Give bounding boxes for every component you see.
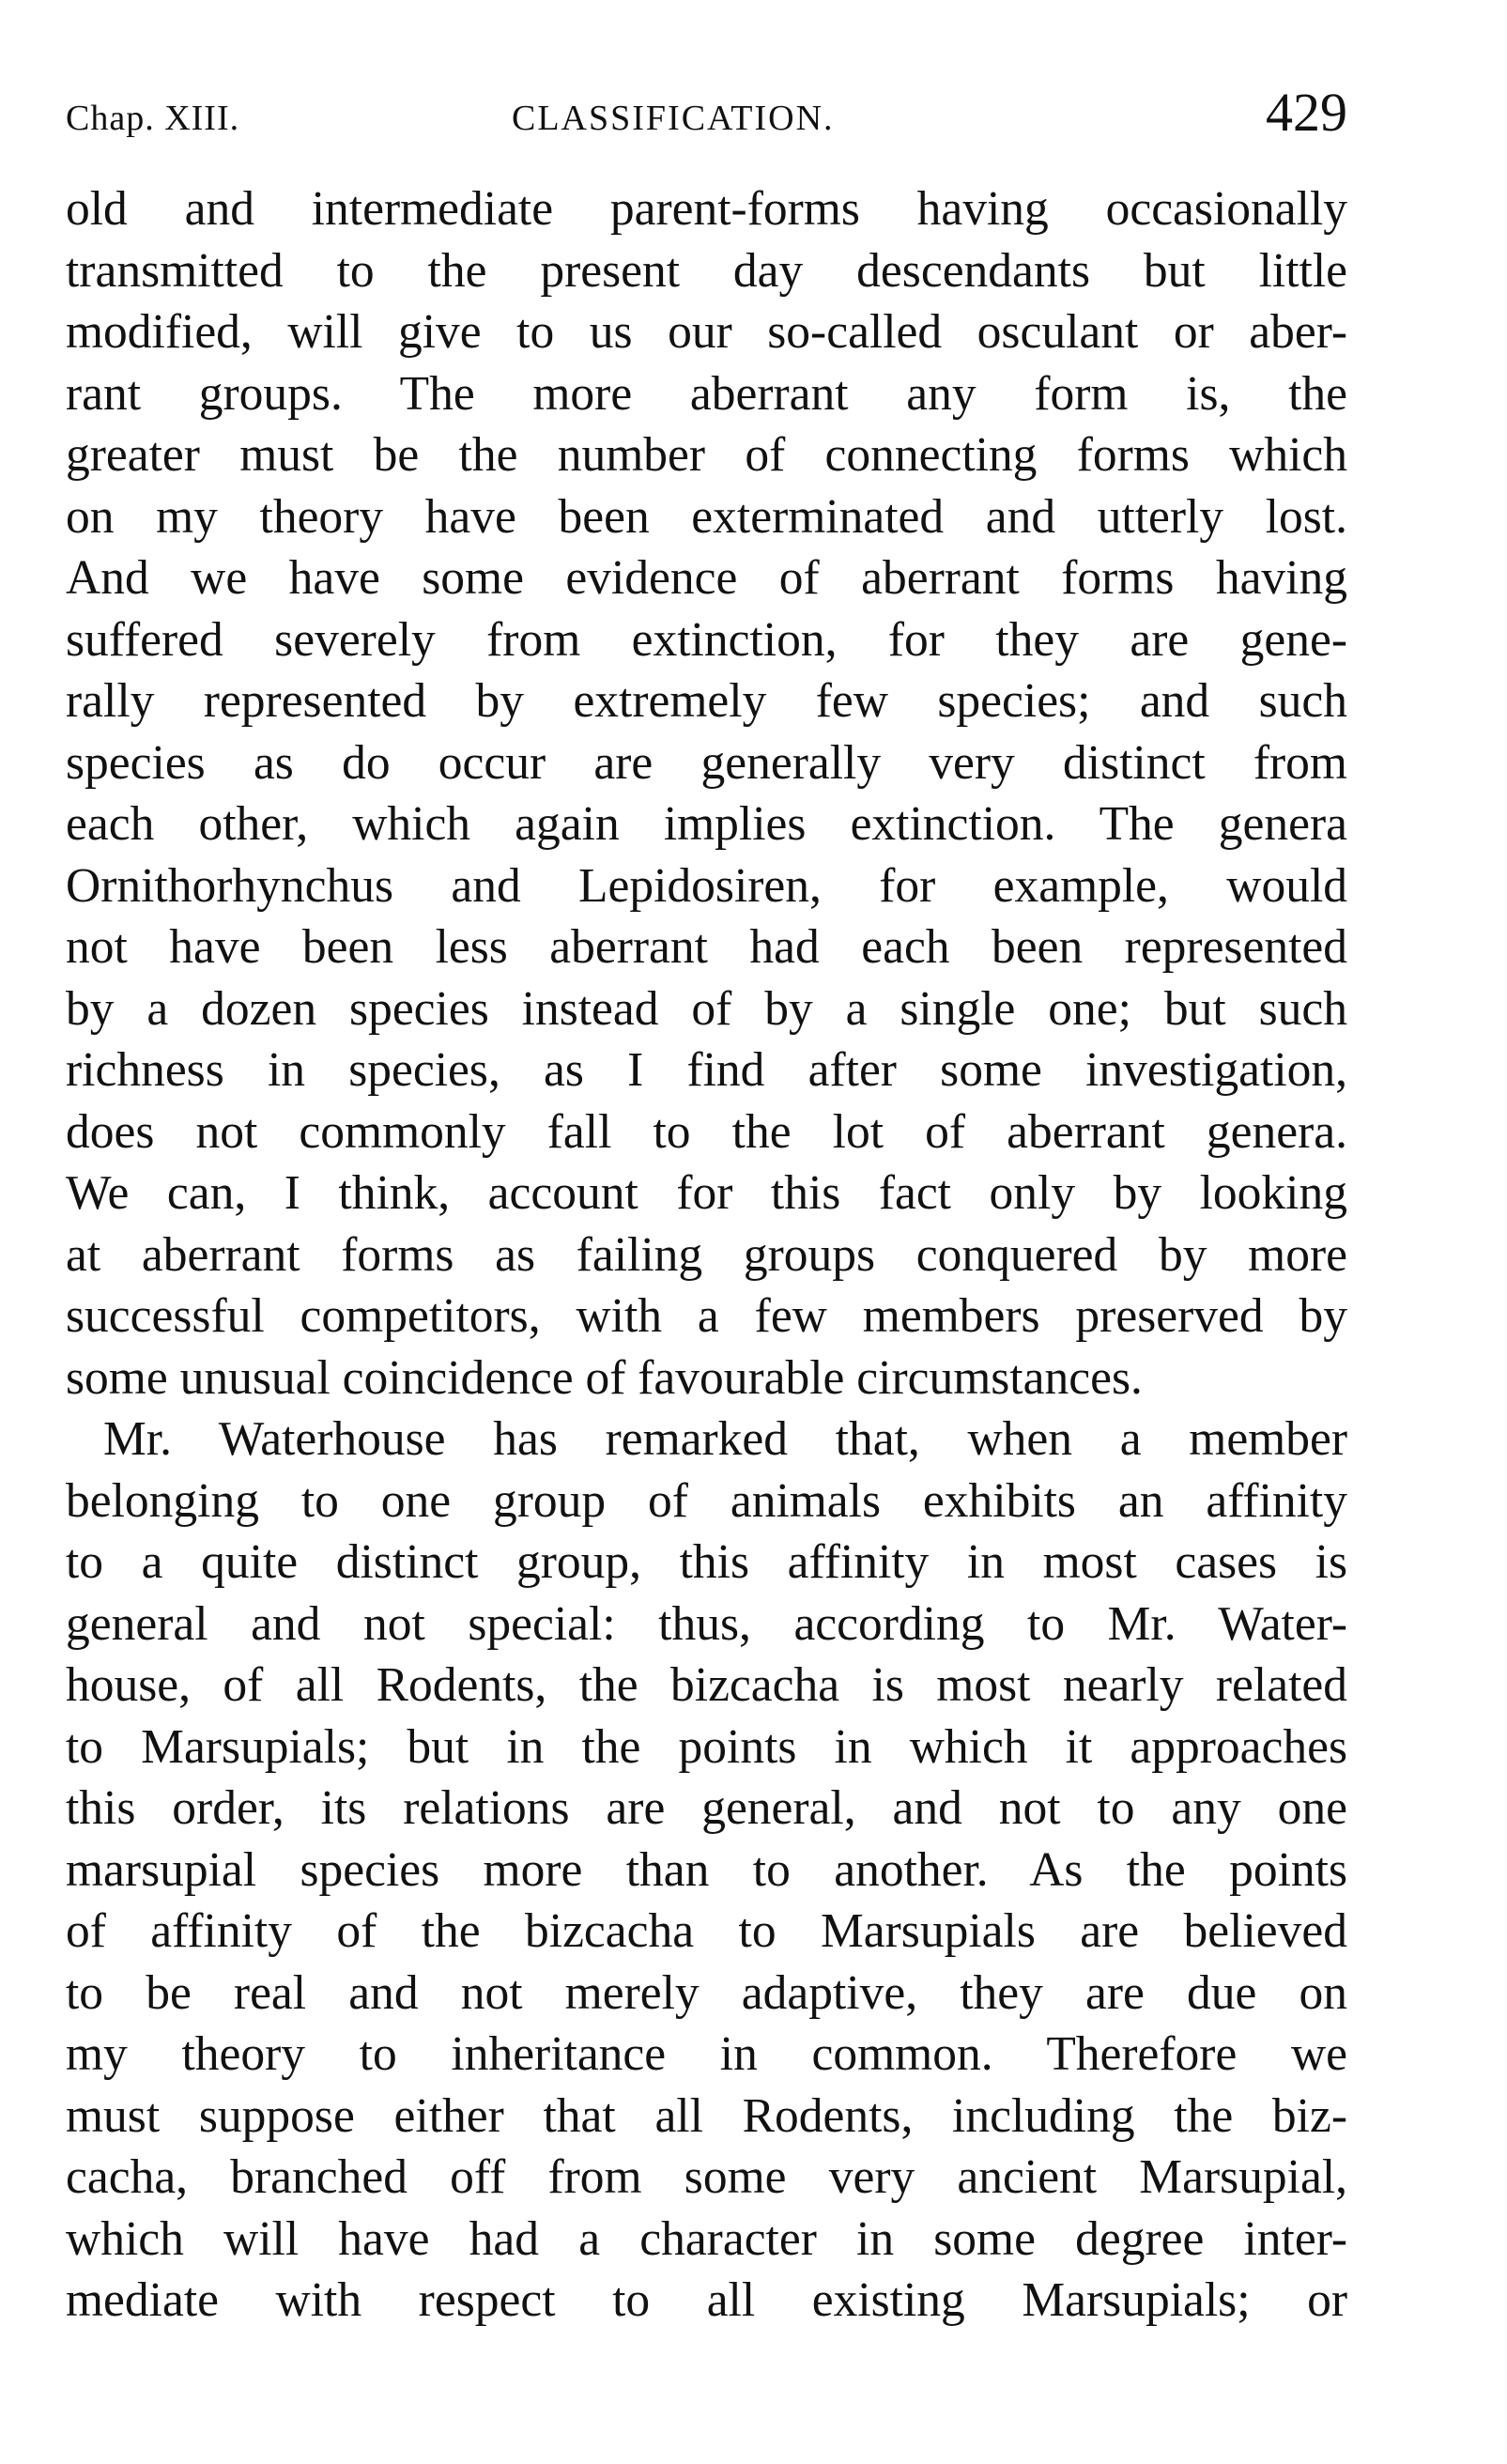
text-line: rant groups. The more aberrant any form is, the xyxy=(66,366,1347,421)
text-line: belonging to one group of animals exhibits an affinity xyxy=(66,1473,1347,1528)
text-line: must suppose either that all Rodents, including the biz- xyxy=(66,2088,1347,2143)
paragraph-end-line: some unusual coincidence of favourable circumstances. xyxy=(66,1350,1143,1405)
text-line: species as do occur are generally very distinct from xyxy=(66,735,1347,790)
text-line: marsupial species more than to another. As the points xyxy=(66,1842,1347,1897)
text-line: does not commonly fall to the lot of aberrant genera. xyxy=(66,1104,1347,1159)
text-line: each other, which again implies extinction. The genera xyxy=(66,797,1347,851)
text-line: general and not special: thus, according to Mr. Water- xyxy=(66,1596,1347,1651)
text-line: We can, I think, account for this fact only by looking xyxy=(66,1166,1347,1220)
page-number: 429 xyxy=(1266,82,1347,143)
text-line: greater must be the number of connecting forms which xyxy=(66,428,1347,482)
text-line: modified, will give to us our so-called osculant or aber- xyxy=(66,305,1347,359)
running-header xyxy=(66,81,1347,156)
text-line: Ornithorhynchus and Lepidosiren, for example, would xyxy=(66,858,1347,913)
text-line: old and intermediate parent-forms having occasionally xyxy=(66,182,1347,236)
text-line: at aberrant forms as failing groups conquered by more xyxy=(66,1227,1347,1282)
text-line: my theory to inheritance in common. Therefore we xyxy=(66,2027,1347,2081)
text-line: house, of all Rodents, the bizcacha is most nearly related xyxy=(66,1658,1347,1712)
text-line: richness in species, as I find after some investigation, xyxy=(66,1043,1347,1097)
text-line: rally represented by extremely few species; and such xyxy=(66,674,1347,728)
text-line: on my theory have been exterminated and utterly lost. xyxy=(66,489,1347,544)
text-line: cacha, branched off from some very ancient Marsupial, xyxy=(66,2150,1347,2204)
text-line: successful competitors, with a few members preserved by xyxy=(66,1289,1347,1343)
text-line: which will have had a character in some degree inter- xyxy=(66,2211,1347,2266)
text-line: by a dozen species instead of by a single one; but such xyxy=(66,981,1347,1036)
chapter-label: Chap. XIII. xyxy=(66,99,240,138)
text-line: to a quite distinct group, this affinity in most cases is xyxy=(66,1535,1347,1589)
section-title: CLASSIFICATION. xyxy=(512,99,835,138)
text-line: And we have some evidence of aberrant forms having xyxy=(66,551,1347,605)
text-line: not have been less aberrant had each been represented xyxy=(66,920,1347,974)
paragraph-start-line: Mr. Waterhouse has remarked that, when a member xyxy=(103,1412,1347,1466)
text-line: mediate with respect to all existing Marsupials; or xyxy=(66,2273,1347,2327)
text-line: of affinity of the bizcacha to Marsupials are believed xyxy=(66,1904,1347,1958)
text-line: this order, its relations are general, and not to any one xyxy=(66,1781,1347,1835)
text-line: to be real and not merely adaptive, they are due on xyxy=(66,1965,1347,2020)
body-text xyxy=(66,178,1347,2332)
text-line: transmitted to the present day descendants but little xyxy=(66,243,1347,298)
text-line: to Marsupials; but in the points in which it approaches xyxy=(66,1719,1347,1774)
text-line: suffered severely from extinction, for they are gene- xyxy=(66,612,1347,667)
